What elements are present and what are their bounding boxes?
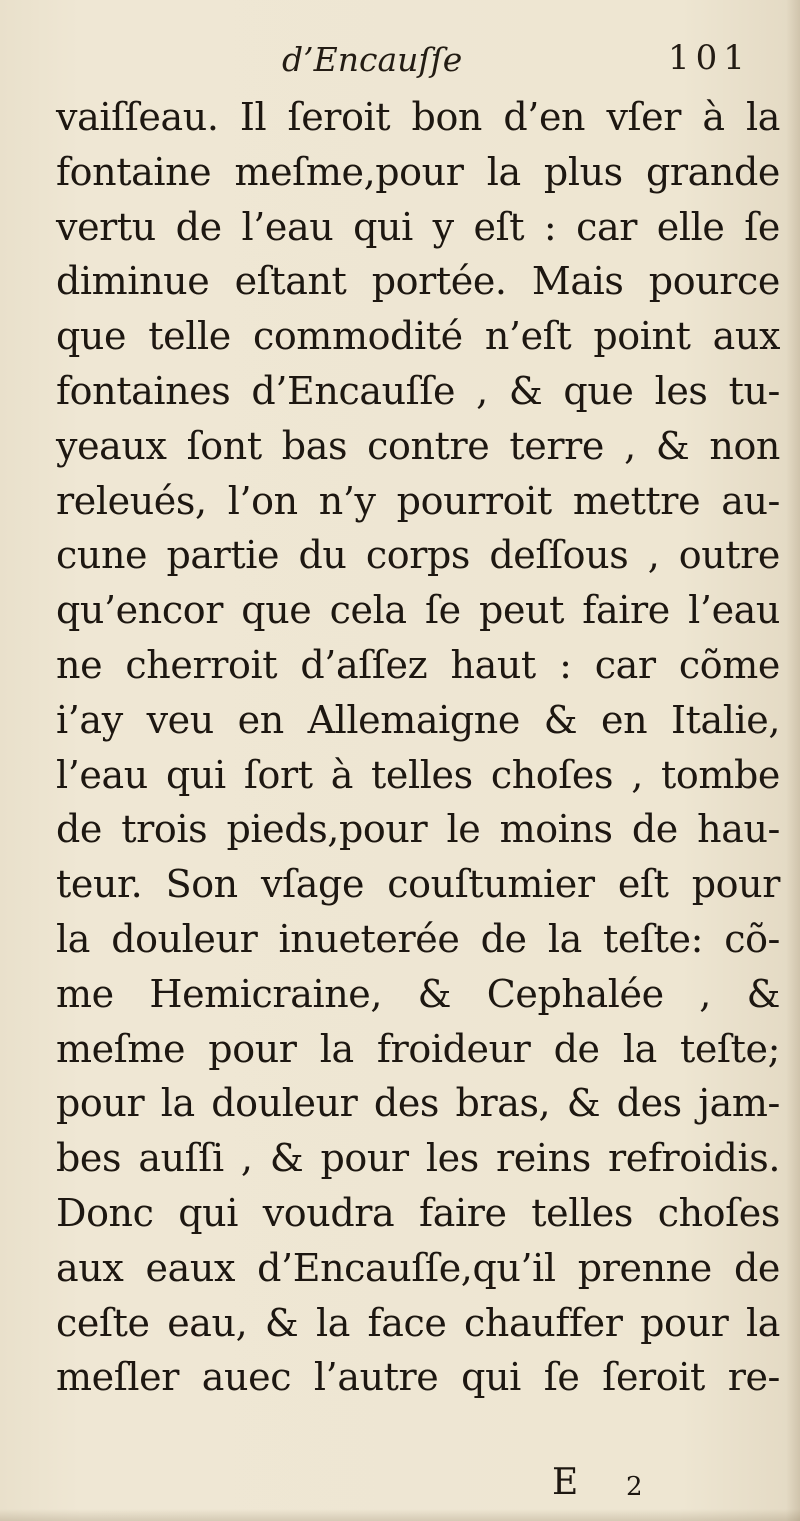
text-line: l’eau qui ſort à telles choſes , tombe: [56, 752, 780, 797]
text-line: pour la douleur des bras, & des jam-: [56, 1081, 780, 1126]
text-line: fontaines d’Encauſſe , & que les tu-: [56, 368, 780, 413]
running-head: d’Encauſſe: [282, 40, 463, 79]
text-line: ne cherroit d’aſſez haut : car cõme: [56, 642, 780, 687]
body-text: [56, 90, 780, 1405]
page-number: 101: [668, 38, 751, 78]
text-line: cune partie du corps deſſous , outre: [56, 533, 780, 578]
text-line: de trois pieds,pour le moins de hau-: [56, 807, 780, 852]
page-gutter-shadow: [786, 0, 800, 1521]
text-line: que telle commodité n’eſt point aux: [56, 314, 780, 359]
text-line: bes auſſi , & pour les reins refroidis.: [56, 1136, 780, 1181]
text-line: vaiſſeau. Il ſeroit bon d’en vſer à la: [56, 95, 780, 139]
signature-number: 2: [626, 1472, 643, 1502]
text-line: i’ay veu en Allemaigne & en Italie,: [56, 697, 780, 742]
text-line: teur. Son vſage couſtumier eſt pour: [56, 862, 780, 907]
text-line: yeaux ſont bas contre terre , & non: [56, 423, 780, 468]
text-line: la douleur inueterée de la teſte: cõ-: [56, 916, 780, 961]
page-header: [0, 34, 800, 94]
text-line: vertu de l’eau qui y eſt : car elle ſe: [56, 204, 780, 249]
text-line: ceſte eau, & la face chauffer pour la: [56, 1300, 780, 1345]
text-line: meſler auec l’autre qui ſe ſeroit re-: [56, 1355, 780, 1400]
text-line: meſme pour la froideur de la teſte;: [56, 1026, 780, 1071]
text-line: qu’encor que cela ſe peut faire l’eau: [56, 588, 780, 633]
text-line: me Hemicraine, & Cephalée , &: [56, 971, 780, 1016]
page-footer: [0, 1462, 800, 1512]
text-line: diminue eſtant portée. Mais pource: [56, 259, 780, 304]
text-line: releués, l’on n’y pourroit mettre au-: [56, 478, 780, 523]
text-line: Donc qui voudra faire telles choſes: [56, 1190, 780, 1235]
text-line: aux eaux d’Encauſſe,qu’il prenne de: [56, 1245, 780, 1290]
text-line: fontaine meſme,pour la plus grande: [56, 149, 780, 194]
signature-mark: E: [552, 1462, 579, 1503]
